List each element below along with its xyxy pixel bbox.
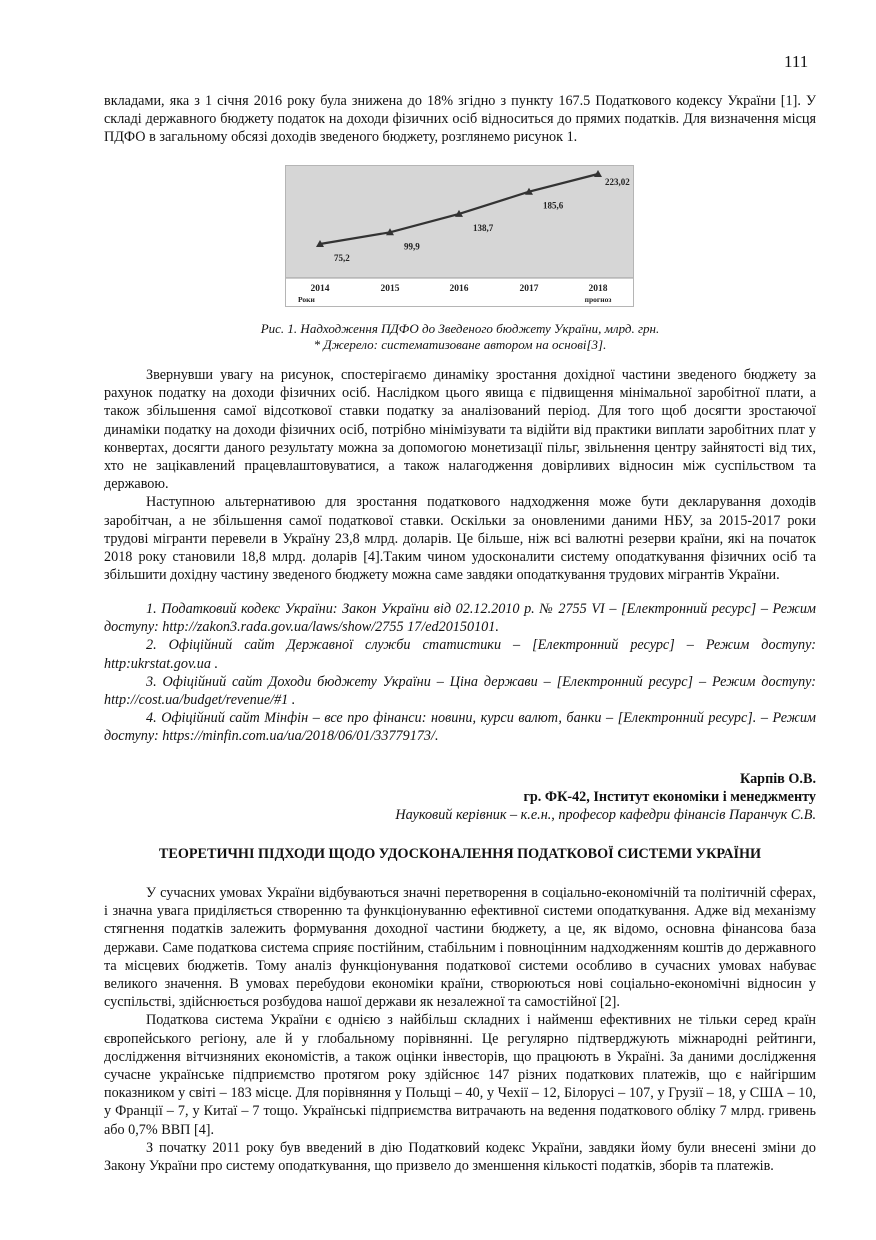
intro-text: вкладами, яка з 1 січня 2016 року була знижена до 18% згідно з пункту 167.5 Податкового кодексу України [1]. У складі державного бюджету податок на доходи фізичних осіб відноситься до прямих податків. Для визначення місця ПДФО в загальному обсязі доходів зведеного бюджету, розглянемо рисунок 1. <box>104 93 816 146</box>
svg-text:185,6: 185,6 <box>543 200 564 211</box>
page-number: 111 <box>784 52 809 71</box>
article-title: ТЕОРЕТИЧНІ ПІДХОДИ ЩОДО УДОСКОНАЛЕННЯ ПОДАТКОВОЇ СИСТЕМИ УКРАЇНИ <box>158 846 762 862</box>
author-affiliation: гр. ФК-42, Інститут економіки і менеджменту <box>523 789 816 805</box>
paragraph: У сучасних умовах України відбуваються значні перетворення в соціально-економічній та політичній сферах, і значна увага приділяється створенню та функціонуванню ефективної системи оподаткування. Адже від механізму стягнення податків залежить формування доходної частини бюджету, а це, як відомо, основна фінансова база держави. Саме податкова система сприяє постійним, стабільним і повноцінним надходженням коштів до державного та місцевих бюджетів. Тому аналіз функціонування податкової системи особливо в сучасних умовах набуває великого значення. В умовах перебудови економіки країни, створюються нові соціально-економічні відносин у суспільстві, здійснюється розбудова нашої держави як незалежної та самостійної [2]. <box>104 885 816 1011</box>
svg-text:138,7: 138,7 <box>473 222 494 233</box>
reference-item: 2. Офіційний сайт Державної служби статистики – [Електронний ресурс] – Режим доступу: http:ukrstat.gov.ua . <box>104 637 816 672</box>
svg-text:75,2: 75,2 <box>334 253 350 263</box>
author-name: Карпів О.В. <box>739 771 816 787</box>
svg-text:99,9: 99,9 <box>404 241 420 252</box>
svg-text:2017: 2017 <box>519 284 539 294</box>
paragraph: З початку 2011 року був введений в дію Податковий кодекс України, завдяки йому були внесені зміни до Закону України про систему оподаткування, що призвело до зменшення кількості податків, зборів та платежів. <box>104 1139 816 1175</box>
chart-x-axis <box>298 284 611 304</box>
chart-svg <box>286 166 633 306</box>
svg-text:2018: 2018 <box>588 284 608 294</box>
references-list <box>104 600 816 746</box>
author-supervisor: Науковий керівник – к.е.н., професор кафедри фінансів Паранчук С.В. <box>395 807 816 823</box>
svg-text:2014: 2014 <box>310 284 330 294</box>
paragraph: Податкова система України є однією з найбільш складних і найменш ефективних не тільки серед країн європейського регіону, але й у глобальному порівнянні. Це регулярно підтверджують міжнародні рейтинги, дослідження вітчизняних економістів, а також оцінки інвесторів, що працюють в Україні. За даними дослідження сучасне українське підприємство протягом року здійснює 147 різних податкових платежів, що є найгіршим показником у світі – 183 місце. Для порівняння у Польщі – 40, у Чехії – 12, Білорусі – 107, у Грузії – 18, у США – 10, у Франції – 7, у Китаї – 7 тощо. Українські підприємства витрачають на ведення податкового обліку 7 млрд. гривень або 0,7% ВВП [4]. <box>104 1012 816 1138</box>
body-section-1 <box>104 366 816 584</box>
pdfo-revenue-line-chart <box>285 165 634 307</box>
reference-item: 1. Податковий кодекс України: Закон України від 02.12.2010 р. № 2755 VI – [Електронний ресурс] – Режим доступу: http://zakon3.rada.gov.ua/laws/show/2755 17/ed20150101. <box>104 601 816 636</box>
figure-source: * Джерело: систематизоване автором на основі[3]. <box>313 337 607 352</box>
figure-caption <box>104 321 816 353</box>
author-block <box>395 770 816 824</box>
intro-paragraph <box>104 92 816 147</box>
reference-item: 3. Офіційний сайт Доходи бюджету України – Ціна держави – [Електронний ресурс] – Режим доступу: http://cost.ua/budget/revenue/#1 . <box>104 673 816 709</box>
svg-text:223,02: 223,02 <box>605 177 630 187</box>
svg-text:2015: 2015 <box>380 284 400 294</box>
figure-title: Рис. 1. Надходження ПДФО до Зведеного бюджету України, млрд. грн. <box>260 321 660 336</box>
svg-text:2016: 2016 <box>449 284 469 294</box>
body-section-2 <box>104 884 816 1175</box>
svg-text:прогноз: прогноз <box>584 295 612 304</box>
reference-item: 4. Офіційний сайт Мінфін – все про фінанси: новини, курси валют, банки – [Електронний ресурс]. – Режим доступу: https://minfin.com.ua/ua/2018/06/01/33779173/. <box>104 710 816 745</box>
paragraph: Наступною альтернативою для зростання податкового надходження може бути декларування доходів заробітчан, а не збільшення самої податкової ставки. Оскільки за оновленими даними НБУ, за 2015-2017 роки трудові мігранти перевели в Україну 23,8 млрд. доларів. Це більше, ніж всі валютні резерви країни, які на початок 2018 року становили 18,8 млрд. доларів [4].Таким чином удосконалити систему оподаткування фізичних осіб та збільшити дохідну частину зведеного бюджету можна саме завдяки оподаткування трудових мігрантів України. <box>104 494 816 584</box>
paragraph: Звернувши увагу на рисунок, спостерігаємо динаміку зростання дохідної частини зведеного бюджету за рахунок податку на доходи фізичних осіб. Наслідком цього явища є підвищення мінімальної заробітної плати, а також збільшення самої відсоткової ставки податку за аналізований період. Для того щоб досягти зростаючої динаміки податку на доходи фізичних осіб, потрібно мінімізувати та відійти від практики виплати заробітних плат у конвертах, досягти даного результату можна за допомогою монетизації пільг, звільнення центру зайнятості від тих, хто не зацікавлений працевлаштовуватися, а також налагодження довірливих відносин між суспільством та державою. <box>104 367 816 493</box>
svg-text:Роки: Роки <box>298 295 315 304</box>
